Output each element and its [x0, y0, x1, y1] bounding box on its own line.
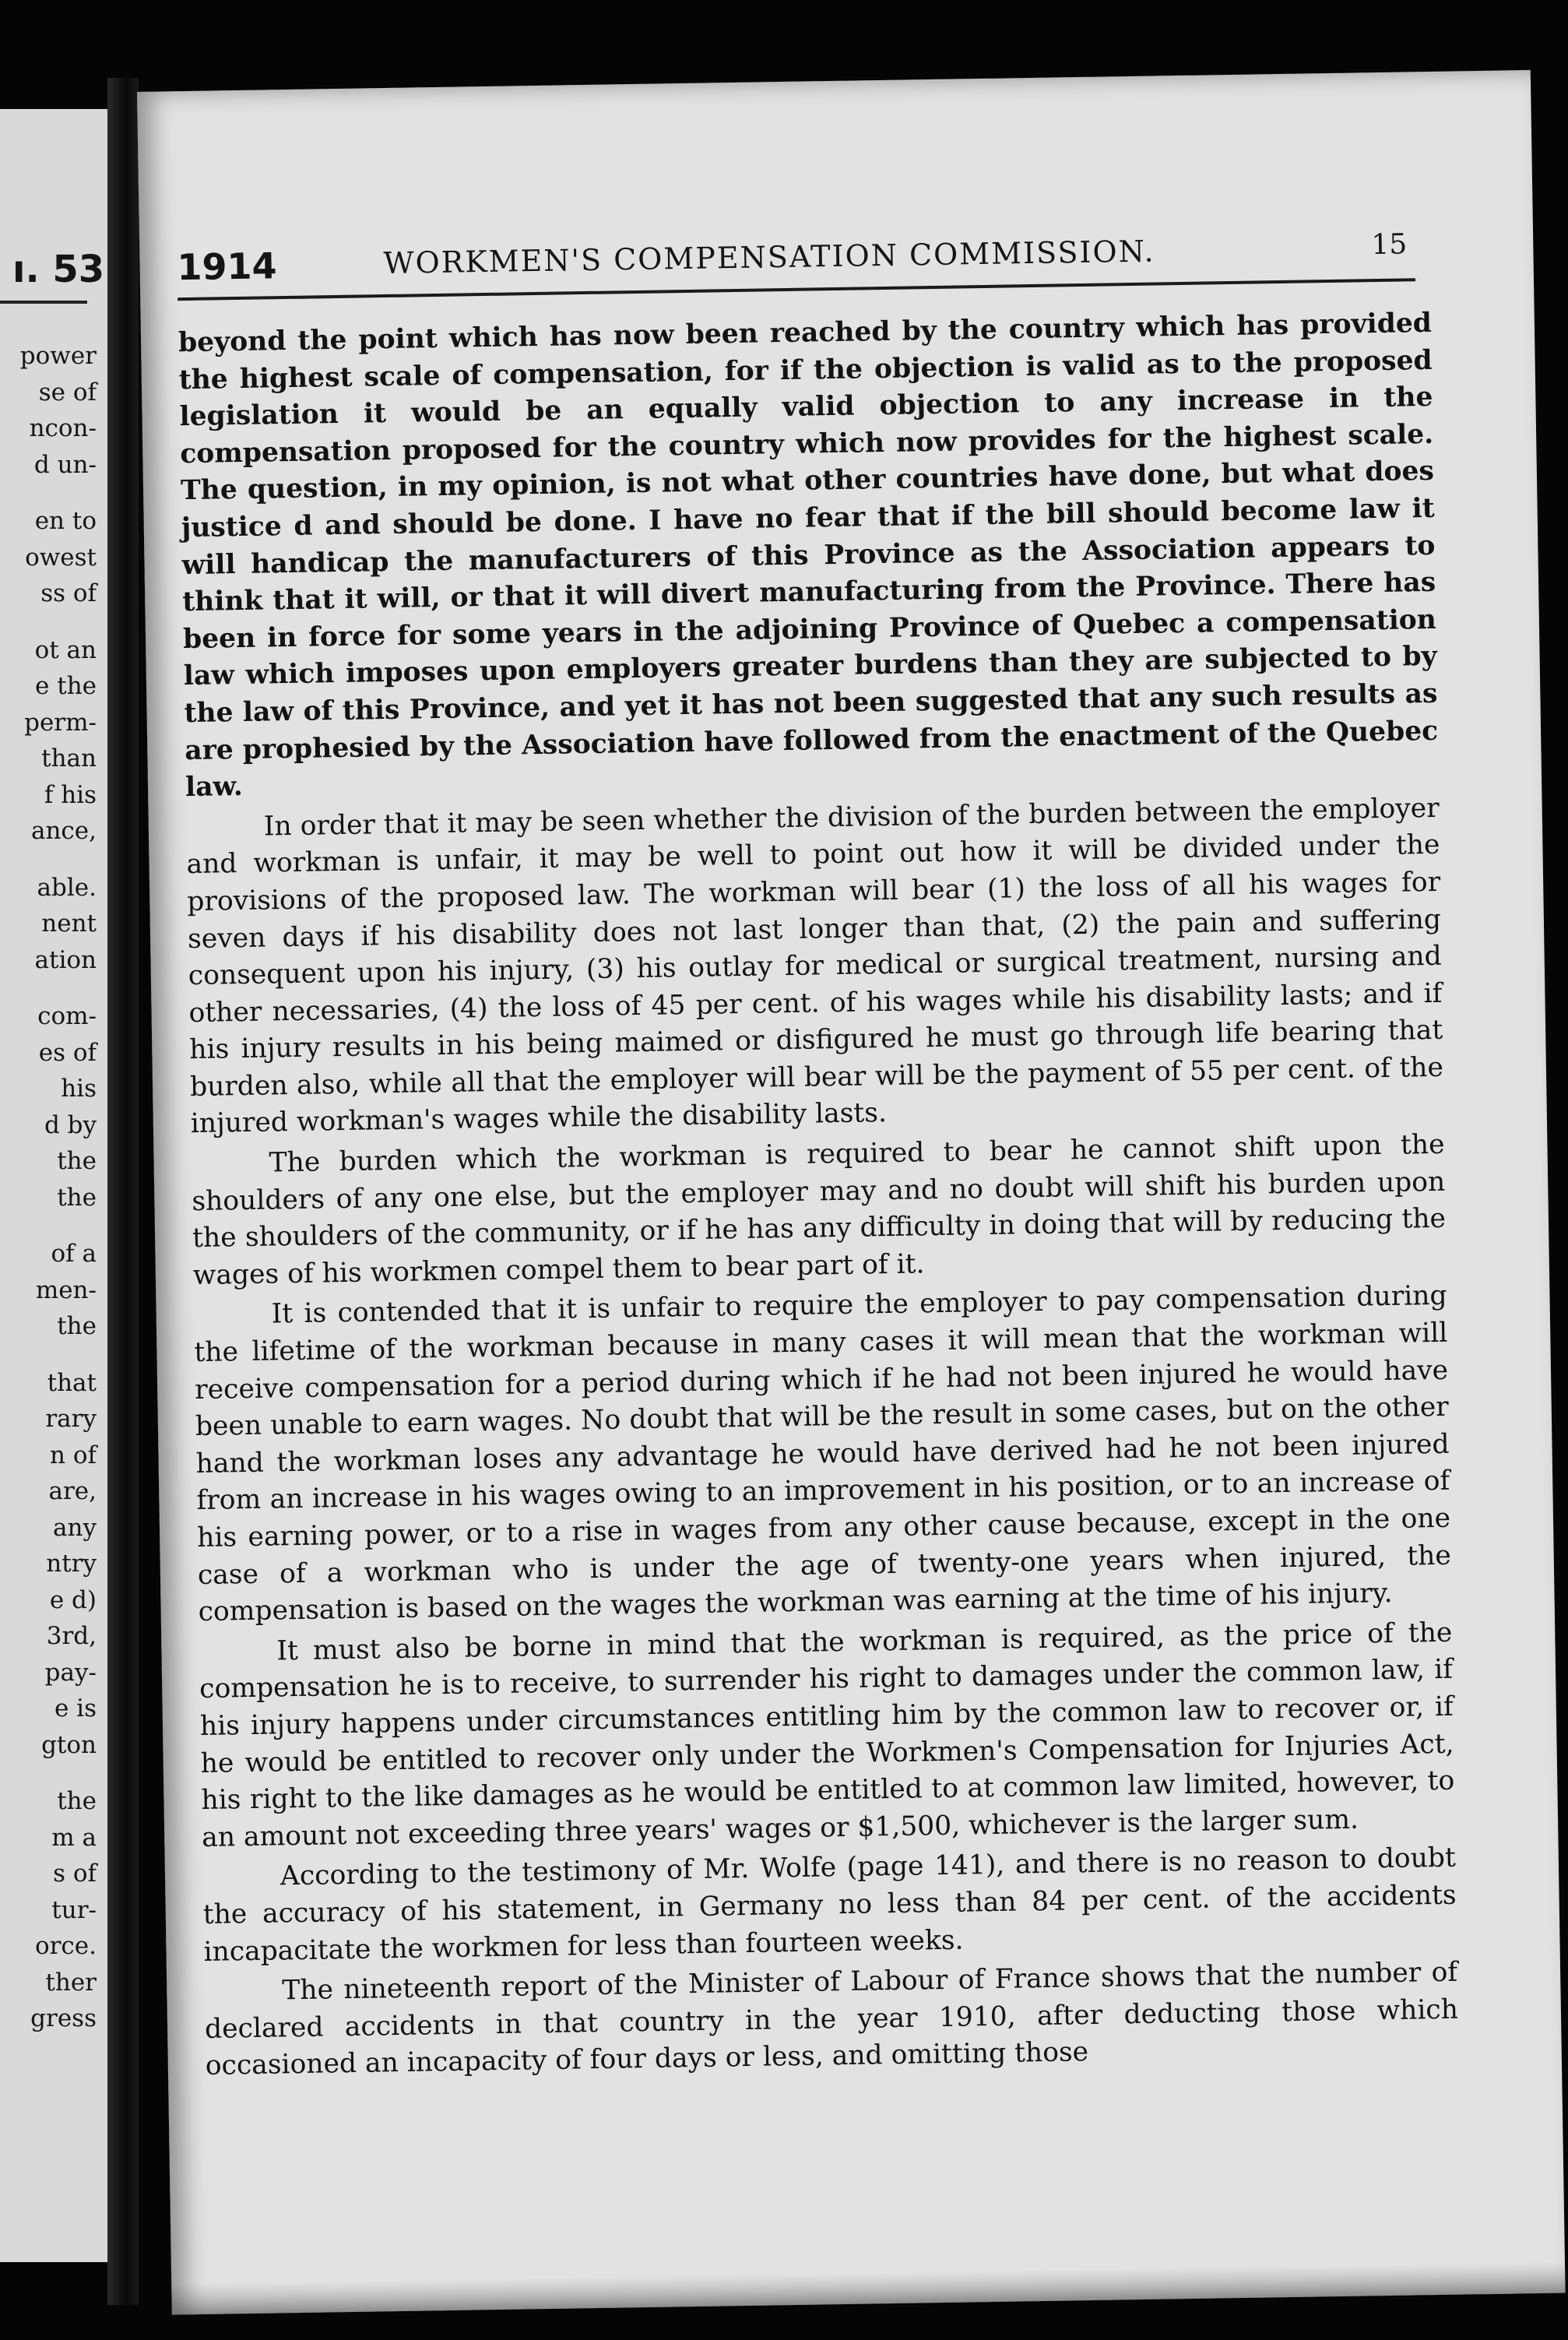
left-page-fragment: gress	[30, 2004, 97, 2032]
page-bottom-shadow	[171, 2262, 1565, 2315]
left-page-fragment: rary	[45, 1405, 97, 1433]
paragraph-3: The burden which the workman is required to bear he cannot shift upon the shoulders of any one else, but the employer may and no doubt will shift his burden upon the shoulders of the community, or if he has any difficulty in doing that will by reducing the wages of his workmen compel them to bear part of it.	[192, 1128, 1447, 1291]
left-page-fragment: ss of	[40, 579, 97, 607]
left-page-fragment: se of	[38, 378, 97, 406]
left-page-fragment: ther	[45, 1968, 97, 1997]
left-page-fragment: e d)	[49, 1585, 97, 1614]
left-page-fragment: d un-	[33, 450, 97, 479]
left-page-fragment: power	[19, 342, 97, 370]
left-page-fragment: men-	[35, 1276, 97, 1304]
left-page-fragment: owest	[25, 543, 97, 572]
paragraph-4: It is contended that it is unfair to require the employer to pay compensation during the lifetime of the workman because in many cases it will mean that the workman will receive compensation for a period during which if he had not been injured he would have been unable to earn wages. No doubt that will be the result in some cases, but on the other hand the workman loses any advantage he would have derived had he not been injured from an increase in his wages owing to an improvement in his position, or to an increase of his earning power, or to a rise in wages from any other cause because, except in the one case of a workman who is under the age of twenty-one years when injured, the compensation is based on the wages the workman was earning at the time of his injury.	[194, 1280, 1452, 1628]
left-page-fragment: able.	[37, 873, 97, 902]
left-page-fragment: ance,	[30, 817, 97, 845]
left-facing-page	[0, 109, 107, 2262]
left-page-fragment: ot an	[34, 635, 97, 664]
left-page-fragment: orce.	[34, 1932, 97, 1960]
paragraph-2: In order that it may be seen whether the division of the burden between the employer and workman is unfair, it may be well to point out how it will be divided under the provisions of the proposed law. The workman will bear (1) the loss of all his wages for seven days if his disability does not last longer than that, (2) the pain and suffering consequent upon his injury, (3) his outlay for medical or surgical treatment, nursing and other necessaries, (4) the loss of 45 per cent. of his wages while his disability lasts; and if his injury results in his being maimed or disfigured he must go through life bearing that burden also, while all that the employer will bear will be the payment of 55 per cent. of the injured workman's wages while the disability lasts.	[186, 792, 1444, 1140]
left-page-fragment: f his	[44, 780, 97, 809]
left-page-fragment: the	[57, 1183, 97, 1212]
main-page	[137, 70, 1566, 2315]
left-page-fragment: than	[41, 744, 97, 772]
paragraph-6: According to the testimony of Mr. Wolfe (page 141), and there is no reason to doubt the accuracy of his statement, in Germany no less than 84 per cent. of the accidents incapacitate the workmen for less than fourteen weeks.	[202, 1842, 1457, 1968]
left-page-number: ı. 53	[12, 248, 105, 291]
left-page-fragment: ation	[34, 945, 97, 974]
paragraph-1: beyond the point which has now been reached by the country which has provided the highest scale of compensation, for if the objection is valid as to the proposed legislation it would be an equally valid objection to any increase in the compensation proposed for the country which now provides for the highest scale. The question, in my opinion, is not what other countries have done, but what does justice d and should be done. I have no fear that if the bill should become law it will handicap the manufacturers of this Province as the Association appears to think that it will, or that it will divert manufacturing from the Province. There has been in force for some years in the adjoining Province of Quebec a compensation law which imposes upon employers greater burdens than they are subjected to by the law of this Province, and yet it has not been suggested that any such results as are prophesied by the Association have followed from the enactment of the Quebec law.	[178, 307, 1439, 804]
left-page-fragment: of a	[51, 1240, 97, 1268]
left-page-fragment: that	[47, 1368, 97, 1397]
left-page-number-value: 53	[52, 248, 105, 291]
left-page-fragment: en to	[34, 507, 97, 535]
book-gutter	[107, 78, 139, 2305]
left-page-fragment: n of	[50, 1441, 97, 1469]
left-page-fragment: s of	[53, 1860, 97, 1888]
left-header-rule	[0, 301, 87, 304]
left-page-fragment: e is	[54, 1694, 97, 1722]
left-page-fragment: m a	[51, 1823, 97, 1852]
left-page-fragment: d by	[44, 1110, 97, 1139]
left-page-fragment: 3rd,	[46, 1622, 97, 1650]
left-page-fragment: perm-	[24, 708, 97, 737]
running-header	[177, 223, 1408, 290]
left-page-fragment: ncon-	[29, 414, 97, 442]
left-page-fragment: e the	[35, 672, 97, 700]
left-page-fragment: nent	[41, 910, 97, 938]
paragraph-7: The nineteenth report of the Minister of Labour of France shows that the number of declared accidents in that country in the year 1910, after deducting those which occasioned an incapacity of four days or less, and omitting those	[204, 1956, 1459, 2082]
header-title: WORKMEN'S COMPENSATION COMMISSION.	[383, 234, 1155, 281]
left-page-fragment: any	[53, 1513, 97, 1542]
left-page-fragment: are,	[48, 1477, 97, 1505]
left-page-fragment: ntry	[46, 1550, 97, 1578]
left-page-fragment: his	[61, 1075, 97, 1103]
header-page-number: 15	[1371, 228, 1408, 262]
body-text	[178, 305, 1459, 2085]
paragraph-5: It must also be borne in mind that the workman is required, as the price of the compensation he is to receive, to surrender his right to damages under the common law, if his injury happens under circumstances entitling him by the common law to recover or, if he would be entitled to recover only under the Workmen's Compensation for Injuries Act, his right to the like damages as he would be entitled to at common law limited, however, to an amount not exceeding three years' wages or $1,500, whichever is the larger sum.	[199, 1617, 1455, 1853]
left-page-fragment: pay-	[44, 1658, 97, 1687]
left-page-fragment: gton	[41, 1730, 97, 1759]
left-page-fragment: es of	[38, 1038, 97, 1067]
left-page-fragment: tur-	[51, 1895, 97, 1924]
left-page-fragment: the	[57, 1787, 97, 1815]
left-page-fragment: the	[57, 1312, 97, 1340]
left-page-fragment: the	[57, 1147, 97, 1175]
header-year: 1914	[177, 245, 277, 289]
left-page-fragment: com-	[37, 1002, 97, 1030]
